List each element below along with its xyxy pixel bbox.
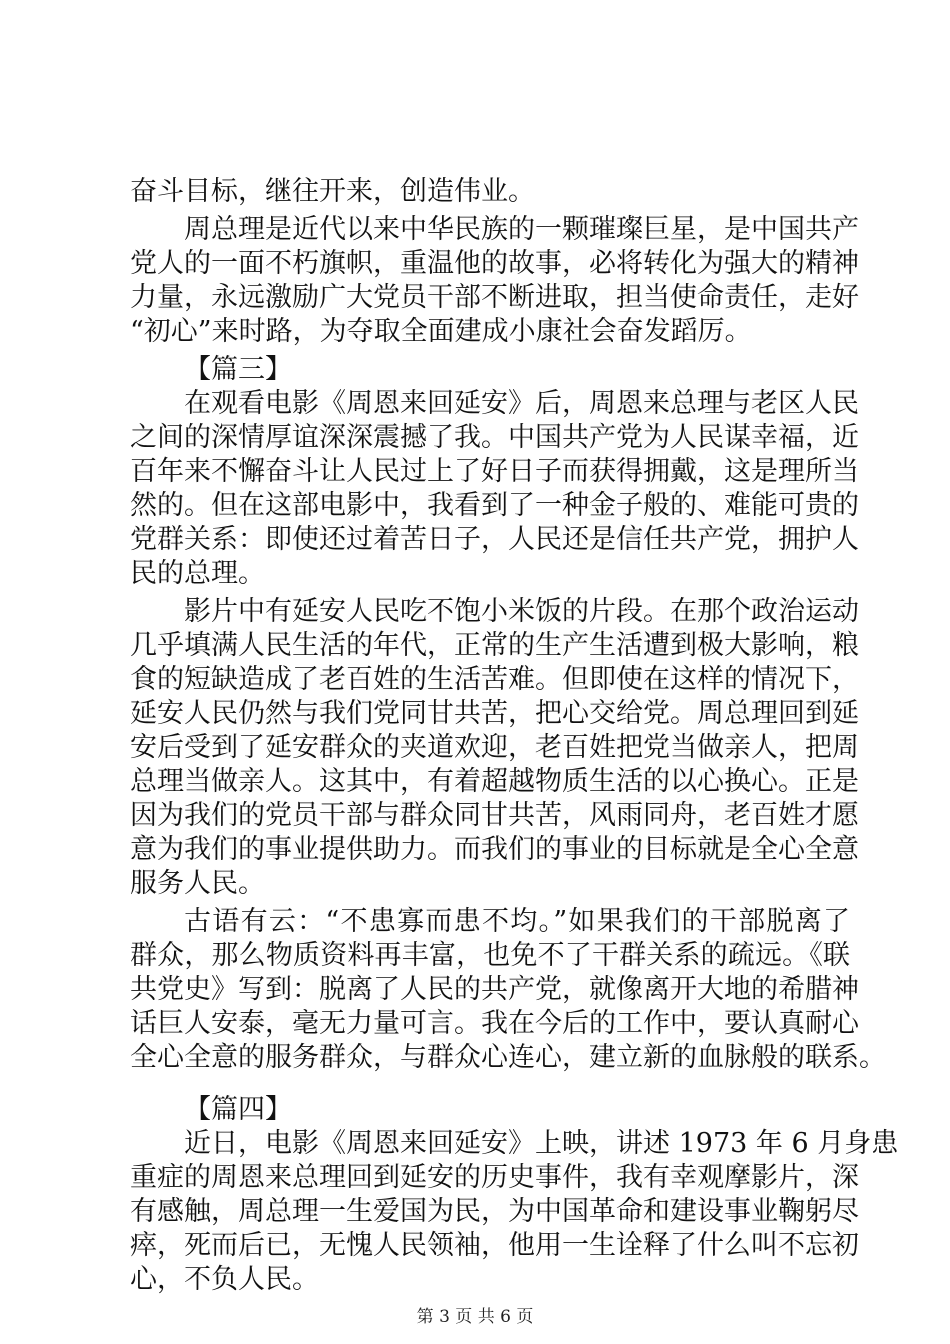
paragraph-line: 话巨人安泰，毫无力量可言。我在今后的工作中，要认真耐心 (130, 1008, 859, 1039)
paragraph-line: 奋斗目标，继往开来，创造伟业。 (130, 176, 535, 207)
section-heading: 【篇四】 (184, 1094, 292, 1125)
paragraph-line: 心，不负人民。 (130, 1264, 319, 1295)
paragraph-line: 周总理是近代以来中华民族的一颗璀璨巨星，是中国共产 (184, 214, 859, 245)
page-footer: 第 3 页 共 6 页 (416, 1307, 534, 1327)
paragraph-line: 安后受到了延安群众的夹道欢迎，老百姓把党当做亲人，把周 (130, 732, 859, 763)
paragraph-line: 民的总理。 (130, 558, 265, 589)
paragraph-line: 共党史》写到：脱离了人民的共产党，就像离开大地的希腊神 (130, 974, 859, 1005)
paragraph-line: 力量，永远激励广大党员干部不断进取，担当使命责任，走好 (130, 282, 859, 313)
paragraph-line: 在观看电影《周恩来回延安》后，周恩来总理与老区人民 (184, 388, 859, 419)
paragraph-line: 延安人民仍然与我们党同甘共苦，把心交给党。周总理回到延 (130, 698, 859, 729)
paragraph-line: 全心全意的服务群众，与群众心连心，建立新的血脉般的联系。 (130, 1042, 886, 1073)
paragraph-line: 古语有云：“不患寡而患不均。”如果我们的干部脱离了 (184, 906, 850, 937)
paragraph-line: 总理当做亲人。这其中，有着超越物质生活的以心换心。正是 (130, 766, 859, 797)
paragraph-line: 然的。但在这部电影中，我看到了一种金子般的、难能可贵的 (130, 490, 859, 521)
paragraph-line: 党人的一面不朽旗帜，重温他的故事，必将转化为强大的精神 (130, 248, 859, 279)
paragraph-line: 因为我们的党员干部与群众同甘共苦，风雨同舟，老百姓才愿 (130, 800, 859, 831)
paragraph-line: 几乎填满人民生活的年代，正常的生产生活遭到极大影响，粮 (130, 630, 859, 661)
paragraph-line: 有感触，周总理一生爱国为民，为中国革命和建设事业鞠躬尽 (130, 1196, 859, 1227)
paragraph-line: 意为我们的事业提供助力。而我们的事业的目标就是全心全意 (130, 834, 859, 865)
section-heading: 【篇三】 (184, 354, 292, 385)
paragraph-line: “初心”来时路，为夺取全面建成小康社会奋发蹈厉。 (130, 316, 752, 347)
paragraph-line: 重症的周恩来总理回到延安的历史事件，我有幸观摩影片，深 (130, 1162, 859, 1193)
paragraph-line: 瘁，死而后已，无愧人民领袖，他用一生诠释了什么叫不忘初 (130, 1230, 859, 1261)
paragraph-line: 近日，电影《周恩来回延安》上映，讲述 1973 年 6 月身患 (184, 1128, 899, 1159)
paragraph-line: 食的短缺造成了老百姓的生活苦难。但即使在这样的情况下， (130, 664, 859, 695)
paragraph-line: 影片中有延安人民吃不饱小米饭的片段。在那个政治运动 (184, 596, 859, 627)
paragraph-line: 之间的深情厚谊深深震撼了我。中国共产党为人民谋幸福，近 (130, 422, 859, 453)
paragraph-line: 百年来不懈奋斗让人民过上了好日子而获得拥戴，这是理所当 (130, 456, 859, 487)
paragraph-line: 群众，那么物质资料再丰富，也免不了干群关系的疏远。《联 (130, 940, 850, 971)
paragraph-line: 服务人民。 (130, 868, 265, 899)
paragraph-line: 党群关系：即使还过着苦日子，人民还是信任共产党，拥护人 (130, 524, 859, 555)
